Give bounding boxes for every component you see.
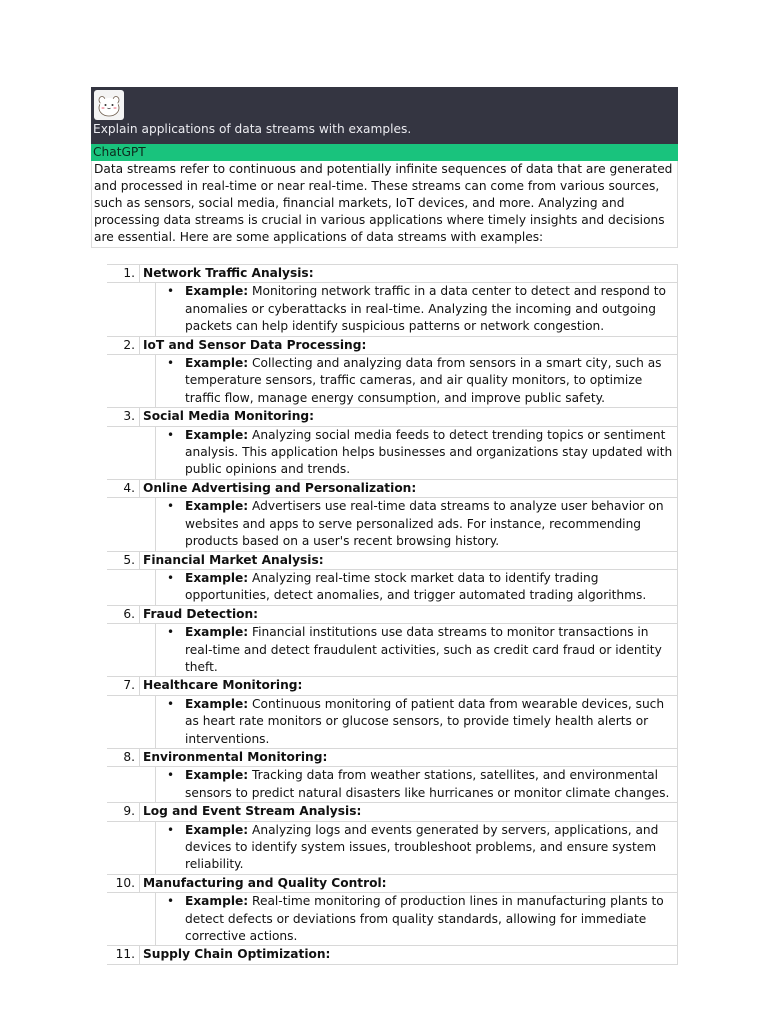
bullet-icon: • [166,625,175,640]
bullet-icon: • [166,284,175,299]
indent-spacer [107,893,156,945]
example-item [107,570,678,606]
list-item [107,480,678,498]
example-text-block [185,893,678,945]
bullet-icon: • [166,570,175,585]
list-item-title: Healthcare Monitoring: [139,677,678,694]
list-item [107,408,678,426]
example-text-block [185,570,678,605]
list-item [107,946,678,964]
user-avatar-icon [94,90,124,120]
example-text-block [185,696,678,748]
indent-spacer [107,498,156,550]
example-text: Continuous monitoring of patient data from wearable devices, such as heart rate monitors or glucose sensors, to provide timely health alerts or interventions. [185,696,665,746]
list-item-title: Fraud Detection: [139,606,678,623]
example-item [107,355,678,408]
list-item-title: Financial Market Analysis: [139,552,678,569]
assistant-intro: Data streams refer to continuous and potentially infinite sequences of data that are generated and processed in real-time or near real-time. These streams can come from various sources, such as sensors, social media, financial markets, IoT devices, and more. Analyzing and processing data streams is crucial in various applications where timely insights and decisions are essential. Here are some applications of data streams with examples: [91,161,678,248]
example-text: Advertisers use real-time data streams to analyze user behavior on websites and apps to serve personalized ads. For instance, recommending products based on a user's recent browsing history. [185,499,664,549]
list-item-number: 4. [123,480,135,495]
list-item [107,803,678,821]
list-item [107,677,678,695]
example-text-block [185,498,678,550]
user-message [91,87,678,144]
list-item-title: Environmental Monitoring: [139,749,678,766]
example-text: Analyzing real-time stock market data to identify trading opportunities, detect anomalies, and trigger automated trading algorithms. [185,570,647,603]
example-label: Example: [185,284,249,299]
example-text: Real-time monitoring of production lines in manufacturing plants to detect defects or deviations from quality standards, allowing for immediate corrective actions. [185,894,664,944]
example-label: Example: [185,696,249,711]
bullet-icon: • [166,499,175,514]
indent-spacer [107,355,156,407]
indent-spacer [107,767,156,802]
example-label: Example: [185,768,249,783]
indent-spacer [107,283,156,335]
example-label: Example: [185,570,249,585]
chat-transcript [91,87,678,248]
user-question: Explain applications of data streams with examples. [93,122,412,136]
list-item-number: 5. [123,552,135,567]
list-item [107,606,678,624]
applications-list [107,264,678,965]
list-item-title: Social Media Monitoring: [139,408,678,425]
bullet-icon: • [166,768,175,783]
example-text-block [185,283,678,335]
example-item [107,283,678,336]
example-text: Analyzing social media feeds to detect trending topics or sentiment analysis. This application helps businesses and organizations stay updated with public opinions and trends. [185,427,673,477]
list-item [107,265,678,283]
example-text: Monitoring network traffic in a data center to detect and respond to anomalies or cyberattacks in real-time. Analyzing the incoming and outgoing packets can help identify suspicious patterns or network congestion. [185,284,666,334]
list-item-title: Manufacturing and Quality Control: [139,875,678,892]
example-item [107,893,678,946]
example-text: Analyzing logs and events generated by servers, applications, and devices to identify system issues, troubleshoot problems, and ensure system reliability. [185,822,659,872]
list-item-number: 6. [123,606,135,621]
example-label: Example: [185,427,249,442]
example-text-block [185,427,678,479]
example-item [107,427,678,480]
example-label: Example: [185,822,249,837]
bullet-icon: • [166,696,175,711]
example-item [107,498,678,551]
indent-spacer [107,696,156,748]
example-label: Example: [185,625,249,640]
list-item-number: 2. [123,337,135,352]
list-item-number: 7. [123,678,135,693]
indent-spacer [107,427,156,479]
list-item [107,337,678,355]
example-item [107,822,678,875]
example-item [107,696,678,749]
list-item [107,875,678,893]
example-item [107,624,678,677]
list-item-number: 11. [115,947,135,962]
example-label: Example: [185,499,249,514]
list-item-number: 10. [115,875,135,890]
bullet-icon: • [166,894,175,909]
indent-spacer [107,570,156,605]
list-item-title: IoT and Sensor Data Processing: [139,337,678,354]
example-text-block [185,767,678,802]
list-item-title: Supply Chain Optimization: [139,946,678,963]
example-text-block [185,355,678,407]
list-item-number: 9. [123,804,135,819]
example-label: Example: [185,356,249,371]
example-text: Tracking data from weather stations, satellites, and environmental sensors to predict natural disasters like hurricanes or monitor climate changes. [185,768,670,800]
example-text: Financial institutions use data streams to monitor transactions in real-time and detect fraudulent activities, such as credit card fraud or identity theft. [185,625,662,674]
list-item-title: Network Traffic Analysis: [139,265,678,282]
indent-spacer [107,624,156,676]
bullet-icon: • [166,822,175,837]
example-label: Example: [185,894,249,909]
indent-spacer [107,822,156,874]
list-item-title: Log and Event Stream Analysis: [139,803,678,820]
example-text-block [185,624,678,676]
bullet-icon: • [166,427,175,442]
list-item [107,749,678,767]
list-item-number: 3. [123,409,135,424]
bullet-icon: • [166,356,175,371]
list-item [107,552,678,570]
list-item-number: 1. [123,266,135,280]
list-item-number: 8. [123,749,135,764]
example-item [107,767,678,803]
example-text: Collecting and analyzing data from sensors in a smart city, such as temperature sensors, traffic cameras, and air quality monitors, to optimize traffic flow, manage energy consumption, and improve public safety. [185,356,662,405]
example-text-block [185,822,678,874]
list-item-title: Online Advertising and Personalization: [139,480,678,497]
assistant-label: ChatGPT [91,144,678,161]
